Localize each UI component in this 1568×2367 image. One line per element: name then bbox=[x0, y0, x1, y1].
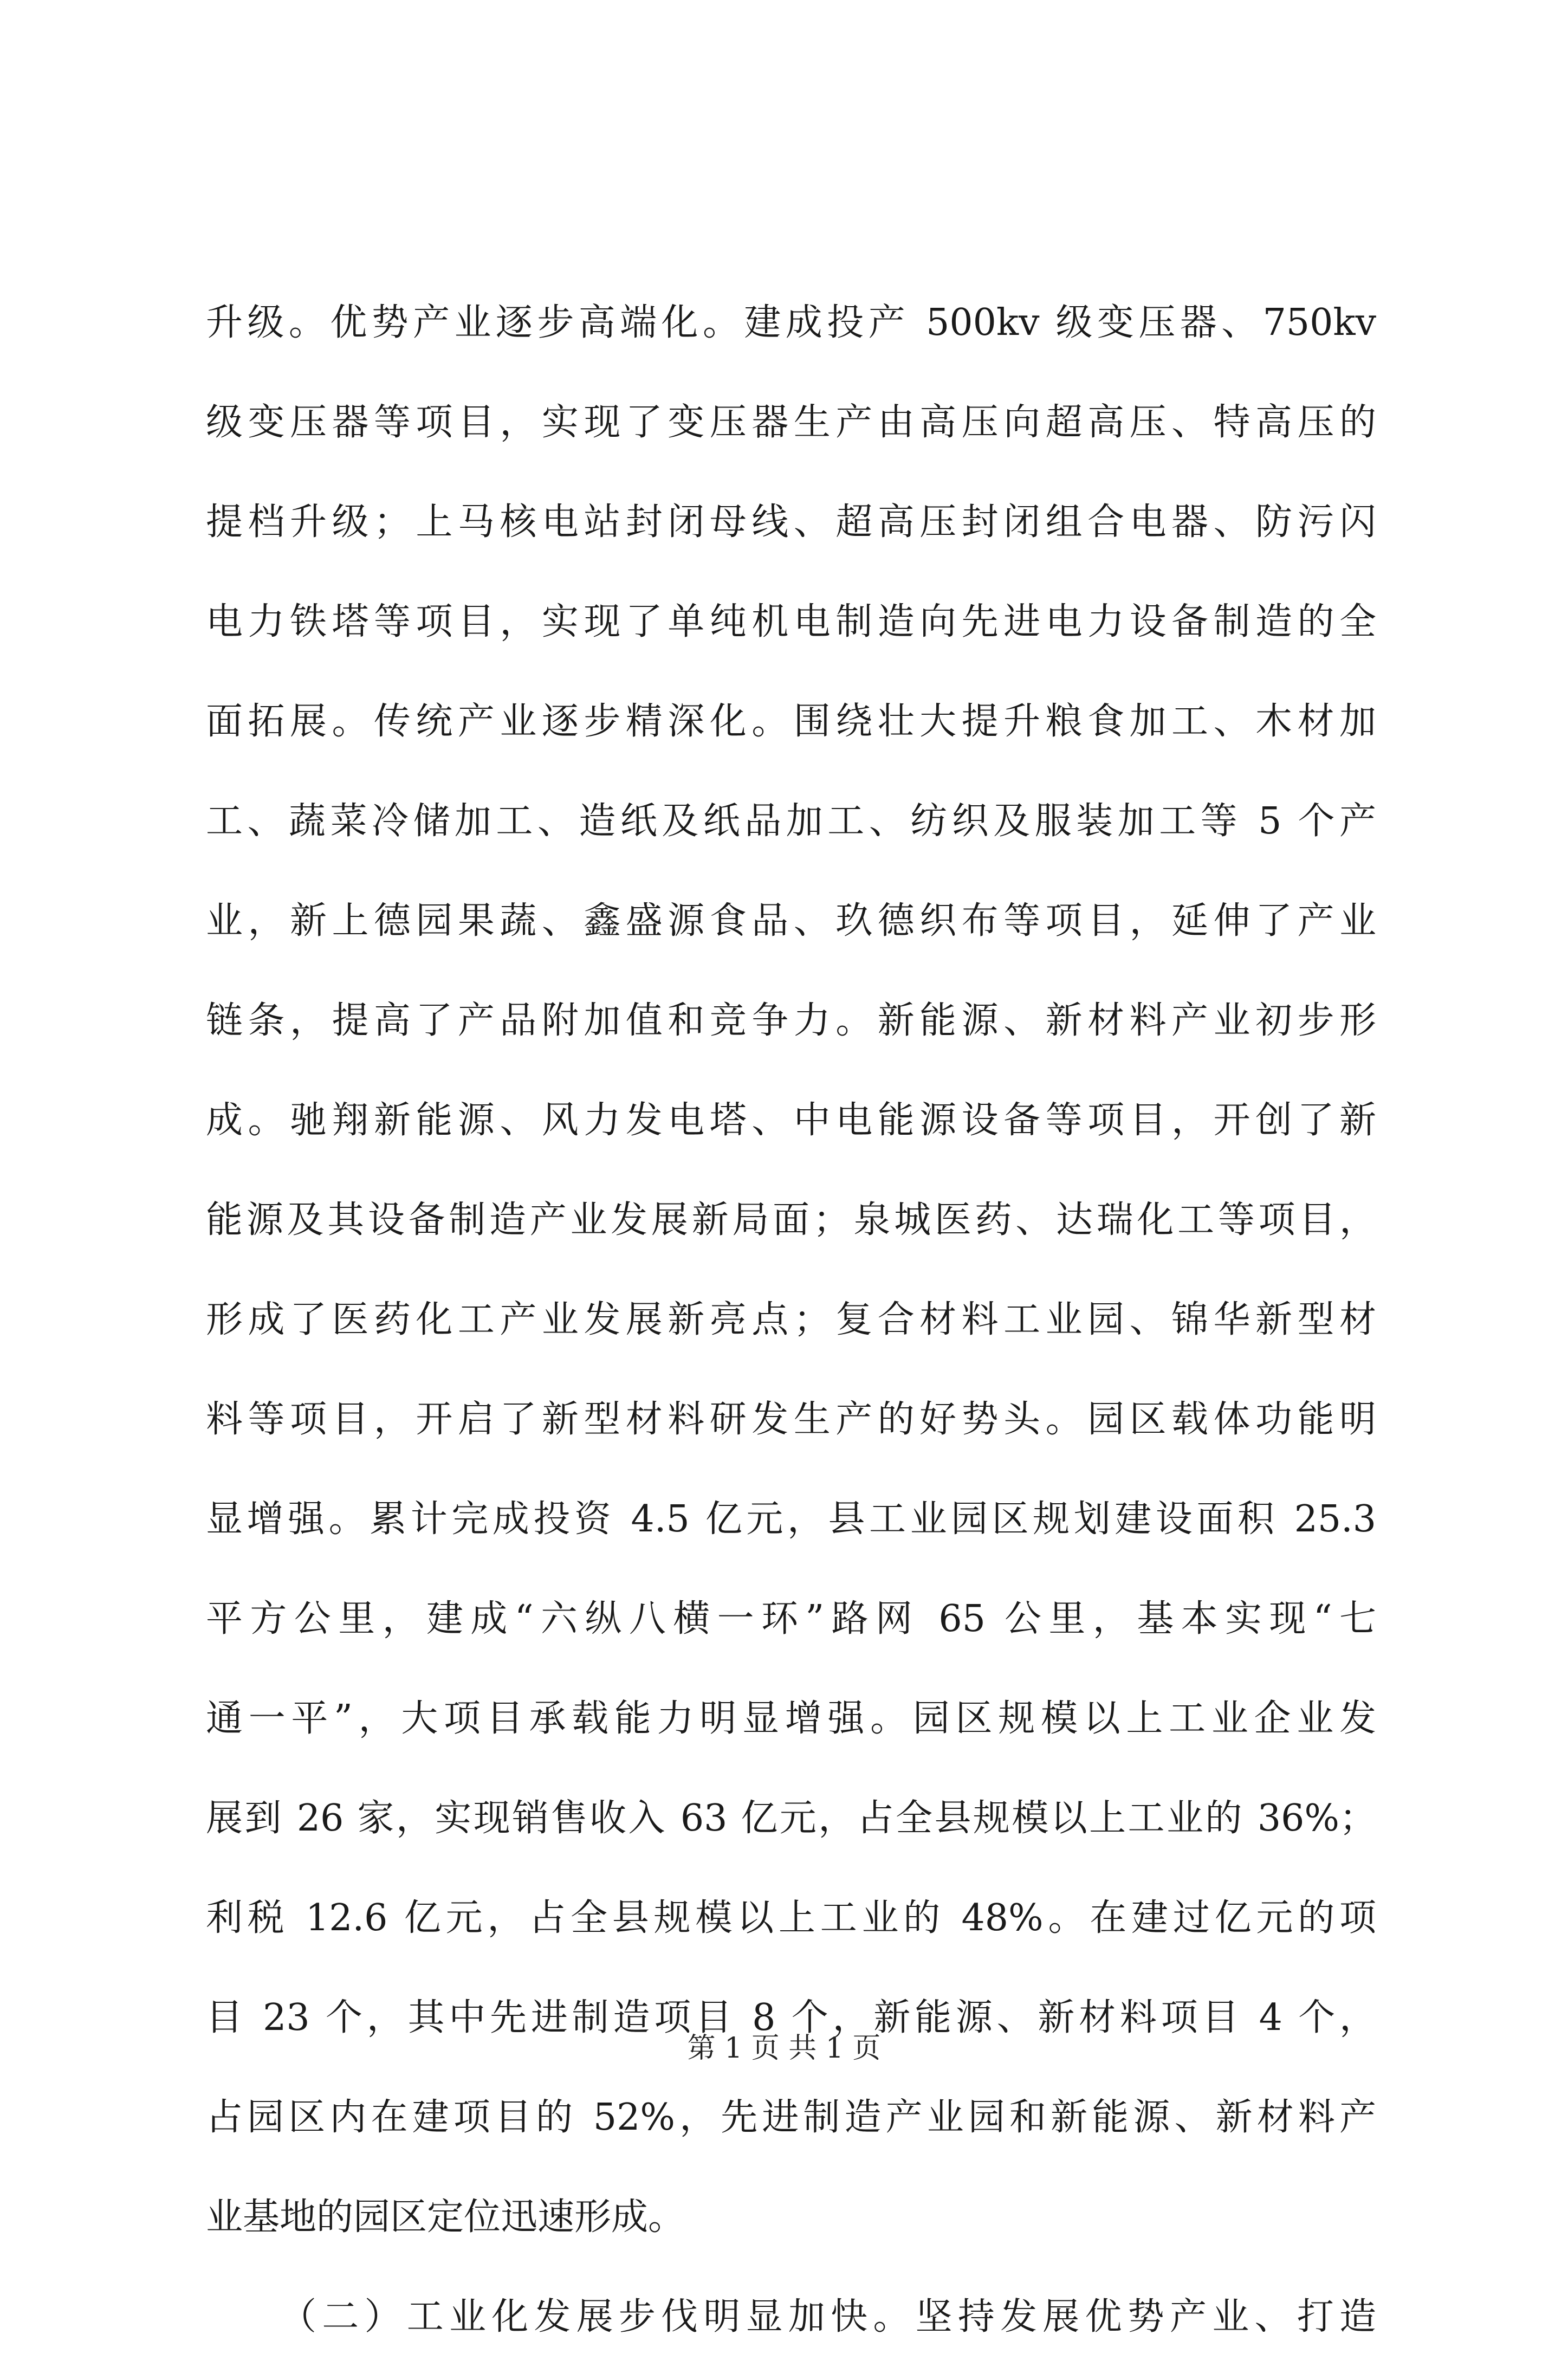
section-heading-line: （二）工业化发展步伐明显加快。坚持发展优势产业、打造 bbox=[280, 2295, 1376, 2338]
text-line: 级变压器等项目，实现了变压器生产由高压向超高压、特高压的 bbox=[206, 401, 1376, 444]
text-line: 占园区内在建项目的 52%，先进制造产业园和新能源、新材料产 bbox=[206, 2096, 1376, 2139]
text-line: 料等项目，开启了新型材料研发生产的好势头。园区载体功能明 bbox=[206, 1398, 1376, 1441]
text-line: 形成了医药化工产业发展新亮点；复合材料工业园、锦华新型材 bbox=[206, 1298, 1376, 1341]
text-line: 面拓展。传统产业逐步精深化。围绕壮大提升粮食加工、木材加 bbox=[206, 700, 1376, 743]
text-line: 业，新上德园果蔬、鑫盛源食品、玖德织布等项目，延伸了产业 bbox=[206, 900, 1376, 942]
text-line: 工、蔬菜冷储加工、造纸及纸品加工、纺织及服装加工等 5 个产 bbox=[206, 800, 1376, 843]
text-line: 链条，提高了产品附加值和竞争力。新能源、新材料产业初步形 bbox=[206, 999, 1376, 1042]
text-line: 平方公里，建成“六纵八横一环”路网 65 公里，基本实现“七 bbox=[206, 1598, 1376, 1640]
text-line: 显增强。累计完成投资 4.5 亿元，县工业园区规划建设面积 25.3 bbox=[206, 1498, 1376, 1541]
text-line: 通一平”，大项目承载能力明显增强。园区规模以上工业企业发 bbox=[206, 1697, 1376, 1740]
text-line: 电力铁塔等项目，实现了单纯机电制造向先进电力设备制造的全 bbox=[206, 600, 1376, 643]
text-line: 升级。优势产业逐步高端化。建成投产 500kv 级变压器、750kv bbox=[206, 301, 1376, 344]
text-line: 成。驰翔新能源、风力发电塔、中电能源设备等项目，开创了新 bbox=[206, 1099, 1376, 1142]
text-line: 利税 12.6 亿元，占全县规模以上工业的 48%。在建过亿元的项 bbox=[206, 1897, 1376, 1939]
text-line: 目 23 个，其中先进制造项目 8 个，新能源、新材料项目 4 个， bbox=[206, 1996, 1376, 2039]
page-footer: 第 1 页 共 1 页 bbox=[687, 2032, 881, 2065]
text-line: 展到 26 家，实现销售收入 63 亿元，占全县规模以上工业的 36%； bbox=[206, 1797, 1376, 1840]
text-line: 提档升级；上马核电站封闭母线、超高压封闭组合电器、防污闪 bbox=[206, 501, 1376, 544]
text-line: 业基地的园区定位迅速形成。 bbox=[206, 2196, 685, 2239]
text-line: 能源及其设备制造产业发展新局面；泉城医药、达瑞化工等项目， bbox=[206, 1199, 1376, 1241]
